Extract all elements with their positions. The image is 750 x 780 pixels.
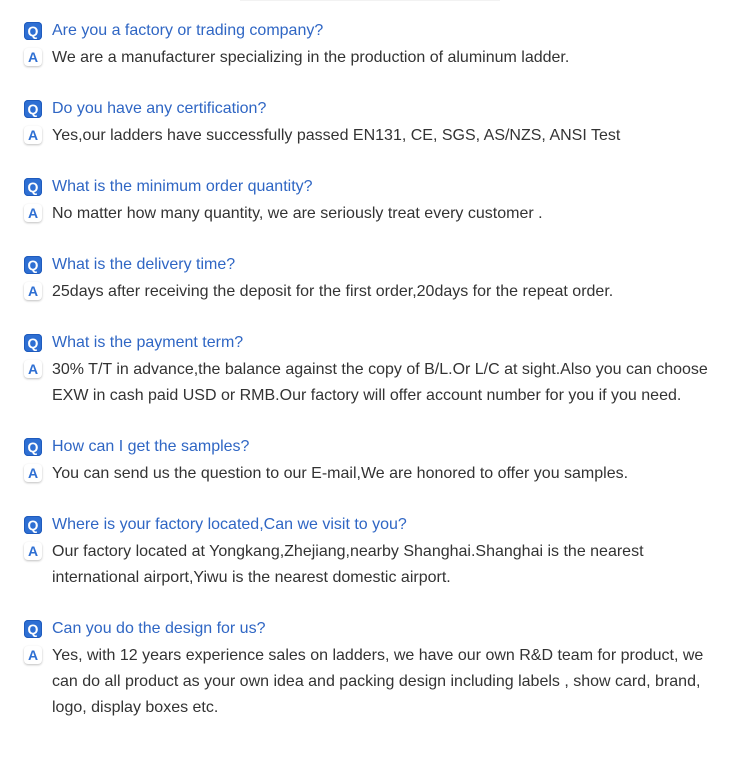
faq-item xyxy=(24,617,724,721)
top-divider xyxy=(240,0,500,1)
question-text: How can I get the samples? xyxy=(52,438,250,455)
faq-item xyxy=(24,97,724,149)
question-row xyxy=(24,97,724,123)
question-badge-icon: Q xyxy=(24,516,42,534)
answer-text: You can send us the question to our E-mail,We are honored to offer you samples. xyxy=(52,465,629,482)
question-badge-icon: Q xyxy=(24,100,42,118)
question-row xyxy=(24,513,724,539)
faq-item xyxy=(24,331,724,409)
answer-row xyxy=(24,279,724,305)
faq-list xyxy=(24,19,724,747)
answer-badge-icon: A xyxy=(24,542,42,560)
question-text: Do you have any certification? xyxy=(52,100,267,117)
question-row xyxy=(24,175,724,201)
answer-badge-icon: A xyxy=(24,126,42,144)
answer-text: Yes,our ladders have successfully passed EN131, CE, SGS, AS/NZS, ANSI Test xyxy=(52,127,621,144)
answer-badge-icon: A xyxy=(24,360,42,378)
question-row xyxy=(24,435,724,461)
answer-text: Our factory located at Yongkang,Zhejiang,nearby Shanghai.Shanghai is the nearest international airport,Yiwu is the nearest domestic airport. xyxy=(52,543,644,586)
question-row xyxy=(24,617,724,643)
answer-text: Yes, with 12 years experience sales on ladders, we have our own R&D team for product, we can do all product as your own idea and packing design including labels , show card, brand, logo, display boxes etc. xyxy=(52,647,704,716)
answer-row xyxy=(24,123,724,149)
answer-badge-icon: A xyxy=(24,204,42,222)
question-badge-icon: Q xyxy=(24,620,42,638)
answer-text: 30% T/T in advance,the balance against the copy of B/L.Or L/C at sight.Also you can choose EXW in cash paid USD or RMB.Our factory will offer account number for you if you need. xyxy=(52,361,708,404)
question-row xyxy=(24,253,724,279)
question-text: What is the minimum order quantity? xyxy=(52,178,313,195)
question-row xyxy=(24,19,724,45)
faq-item xyxy=(24,513,724,591)
question-text: What is the delivery time? xyxy=(52,256,236,273)
faq-item xyxy=(24,253,724,305)
answer-row xyxy=(24,357,724,409)
answer-text: We are a manufacturer specializing in the production of aluminum ladder. xyxy=(52,49,570,66)
question-row xyxy=(24,331,724,357)
faq-item xyxy=(24,19,724,71)
answer-badge-icon: A xyxy=(24,282,42,300)
answer-badge-icon: A xyxy=(24,464,42,482)
answer-badge-icon: A xyxy=(24,48,42,66)
answer-row xyxy=(24,201,724,227)
answer-text: No matter how many quantity, we are seriously treat every customer . xyxy=(52,205,543,222)
question-text: Can you do the design for us? xyxy=(52,620,266,637)
question-text: Where is your factory located,Can we visit to you? xyxy=(52,516,407,533)
answer-row xyxy=(24,539,724,591)
question-badge-icon: Q xyxy=(24,178,42,196)
answer-badge-icon: A xyxy=(24,646,42,664)
faq-item xyxy=(24,175,724,227)
question-text: What is the payment term? xyxy=(52,334,244,351)
faq-item xyxy=(24,435,724,487)
question-badge-icon: Q xyxy=(24,438,42,456)
question-badge-icon: Q xyxy=(24,256,42,274)
question-badge-icon: Q xyxy=(24,22,42,40)
question-badge-icon: Q xyxy=(24,334,42,352)
answer-text: 25days after receiving the deposit for the first order,20days for the repeat order. xyxy=(52,283,614,300)
answer-row xyxy=(24,461,724,487)
answer-row xyxy=(24,45,724,71)
question-text: Are you a factory or trading company? xyxy=(52,22,324,39)
answer-row xyxy=(24,643,724,721)
